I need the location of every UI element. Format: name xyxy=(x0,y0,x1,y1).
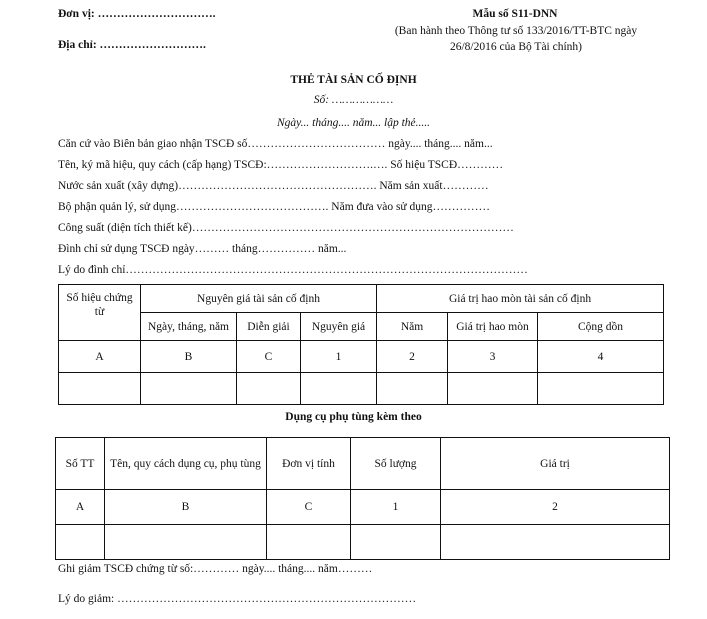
col-don-vi-tinh: Đơn vị tính xyxy=(267,438,351,490)
code-cell: 3 xyxy=(448,341,538,373)
col-nguyen-gia: Nguyên giá xyxy=(301,313,377,341)
code-cell: B xyxy=(105,490,267,525)
col-so-tt: Số TT xyxy=(56,438,105,490)
field-ly-do-dinh-chi: Lý do đình chỉ…………………………………………………………………………………………… xyxy=(58,264,528,276)
code-cell: 4 xyxy=(538,341,664,373)
table-row xyxy=(59,373,664,405)
code-cell: C xyxy=(237,341,301,373)
field-bo-phan: Bộ phận quản lý, sử dụng…………………………………. Năm đưa vào sử dụng…………… xyxy=(58,201,491,213)
code-cell: 1 xyxy=(351,490,441,525)
address-label: Địa chỉ: ………………………. xyxy=(58,39,206,51)
empty-cell xyxy=(441,525,670,560)
col-nguyen-gia-group: Nguyên giá tài sản cố định xyxy=(141,285,377,313)
empty-cell xyxy=(351,525,441,560)
form-basis-line2: 26/8/2016 của Bộ Tài chính) xyxy=(449,41,582,53)
code-cell: A xyxy=(56,490,105,525)
code-cell: B xyxy=(141,341,237,373)
empty-cell xyxy=(141,373,237,405)
empty-cell xyxy=(448,373,538,405)
empty-cell xyxy=(56,525,105,560)
field-cong-suat: Công suất (diện tích thiết kế)………………………………………………………………………… xyxy=(58,222,514,234)
field-nuoc-san-xuat: Nước sản xuất (xây dựng)……………………………………………. Năm sản xuất………… xyxy=(58,180,489,192)
empty-cell xyxy=(377,373,448,405)
page-title: THẺ TÀI SẢN CỐ ĐỊNH xyxy=(290,74,417,86)
empty-cell xyxy=(237,373,301,405)
col-so-hieu-chung-tu: Số hiệu chứng từ xyxy=(59,285,141,341)
asset-value-table xyxy=(58,284,664,405)
table-row xyxy=(59,341,664,373)
field-ly-do-giam: Lý do giảm: …………………………………………………………………… xyxy=(58,593,417,605)
code-cell: A xyxy=(59,341,141,373)
form-basis-line1: (Ban hành theo Thông tư số 133/2016/TT-BTC ngày xyxy=(394,25,638,37)
col-so-luong: Số lượng xyxy=(351,438,441,490)
code-cell: 2 xyxy=(441,490,670,525)
form-code: Mẫu số S11-DNN xyxy=(472,8,558,20)
field-dinh-chi: Đình chỉ sử dụng TSCĐ ngày……… tháng…………… năm... xyxy=(58,243,347,255)
section-title-dung-cu: Dụng cụ phụ tùng kèm theo xyxy=(285,411,422,423)
empty-cell xyxy=(301,373,377,405)
field-ten-tscd: Tên, ký mã hiệu, quy cách (cấp hạng) TSCĐ:……………………….…. Số hiệu TSCĐ………… xyxy=(58,159,504,171)
col-hao-mon-group: Giá trị hao mòn tài sản cố định xyxy=(377,285,664,313)
col-ten-quy-cach: Tên, quy cách dụng cụ, phụ tùng xyxy=(105,438,267,490)
card-date: Ngày... tháng.... năm... lập thẻ..... xyxy=(276,117,430,129)
field-ghi-giam: Ghi giảm TSCĐ chứng từ số:………… ngày.... tháng.... năm……… xyxy=(58,563,373,575)
empty-cell xyxy=(267,525,351,560)
col-cong-don: Cộng dồn xyxy=(538,313,664,341)
empty-cell xyxy=(538,373,664,405)
field-bien-ban: Căn cứ vào Biên bản giao nhận TSCĐ số……………………………… ngày.... tháng.... năm... xyxy=(58,138,493,150)
code-cell: 2 xyxy=(377,341,448,373)
col-gia-tri: Giá trị xyxy=(441,438,670,490)
empty-cell xyxy=(105,525,267,560)
col-dien-giai: Diễn giải xyxy=(237,313,301,341)
unit-label: Đơn vị: …………………………. xyxy=(58,8,216,20)
code-cell: 1 xyxy=(301,341,377,373)
table-row xyxy=(56,490,670,525)
accessories-table xyxy=(55,437,670,560)
card-number: Số: ……………… xyxy=(313,94,394,106)
col-nam: Năm xyxy=(377,313,448,341)
empty-cell xyxy=(59,373,141,405)
table-row xyxy=(56,525,670,560)
col-ngay-thang-nam: Ngày, tháng, năm xyxy=(141,313,237,341)
col-gia-tri-hao-mon: Giá trị hao mòn xyxy=(448,313,538,341)
code-cell: C xyxy=(267,490,351,525)
